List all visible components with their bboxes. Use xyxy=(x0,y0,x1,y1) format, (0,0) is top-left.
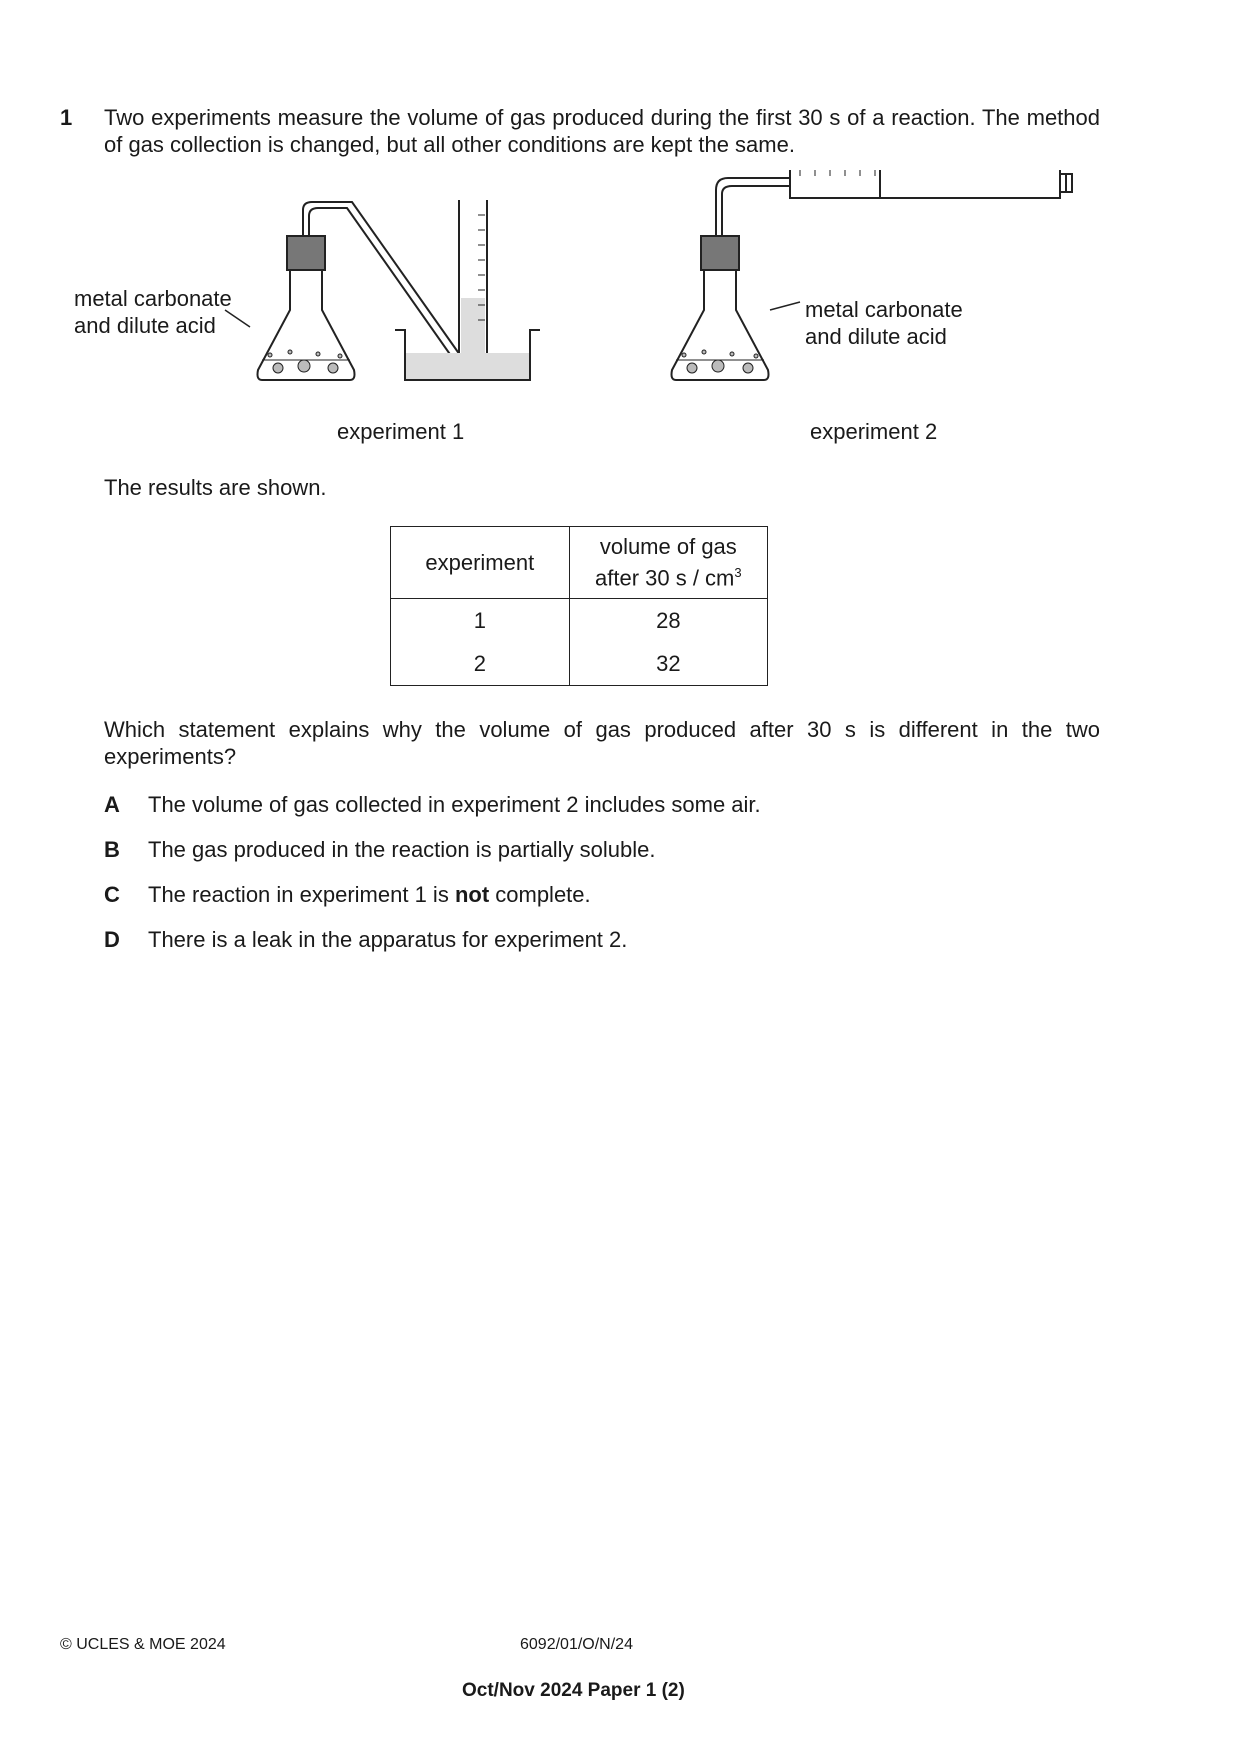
header-volume-line2: after 30 s / cm xyxy=(595,565,735,591)
experiment-2-caption: experiment 2 xyxy=(810,419,938,444)
leader-line-2 xyxy=(770,302,800,310)
exp1-reagent-label-line1: metal carbonate xyxy=(74,286,232,311)
question-prompt: Which statement explains why the volume of gas produced after 30 s is different in the two experiments? xyxy=(104,717,1100,769)
option-a-letter: A xyxy=(104,792,120,817)
stopper-2 xyxy=(701,236,739,270)
table-row xyxy=(391,599,768,686)
header-volume-line1: volume of gas xyxy=(599,533,737,559)
row2-volume: 32 xyxy=(656,651,681,676)
option-c-text xyxy=(148,882,591,908)
option-d-letter: D xyxy=(104,927,120,952)
copyright-text: © UCLES & MOE 2024 xyxy=(60,1636,226,1653)
experiment-1-caption: experiment 1 xyxy=(337,419,465,444)
exp2-reagent-label-line2: and dilute acid xyxy=(805,324,947,349)
delivery-tube-1 xyxy=(303,202,472,359)
option-c-text-before: The reaction in experiment 1 is xyxy=(148,882,455,907)
question-intro: Two experiments measure the volume of gas produced during the first 30 s of a reaction. The method of gas collection is changed, but all other conditions are kept the same. xyxy=(104,105,1100,157)
row1-experiment: 1 xyxy=(473,608,486,633)
option-a-text: The volume of gas collected in experiment 2 includes some air. xyxy=(148,792,761,817)
header-volume-sup: 3 xyxy=(734,564,742,580)
exp1-reagent-label-line2: and dilute acid xyxy=(74,313,216,338)
option-d-text: There is a leak in the apparatus for experiment 2. xyxy=(148,927,628,952)
option-c-letter: C xyxy=(104,882,120,907)
row2-experiment: 2 xyxy=(473,651,486,676)
header-experiment: experiment xyxy=(391,527,570,599)
row1-volume: 28 xyxy=(656,608,681,633)
paper-reference: Oct/Nov 2024 Paper 1 (2) xyxy=(462,1680,685,1701)
option-b-text: The gas produced in the reaction is partially soluble. xyxy=(148,837,656,862)
delivery-tube-2 xyxy=(716,178,790,236)
results-intro: The results are shown. xyxy=(104,475,327,500)
table-header-row xyxy=(391,527,768,599)
question-number: 1 xyxy=(60,105,73,130)
leader-line-1 xyxy=(225,310,250,327)
paper-code: 6092/01/O/N/24 xyxy=(520,1636,633,1653)
stopper-1 xyxy=(287,236,325,270)
experiment-1-apparatus xyxy=(258,200,541,380)
option-c-text-bold: not xyxy=(454,882,490,907)
option-b-letter: B xyxy=(104,837,120,862)
exp2-reagent-label-line1: metal carbonate xyxy=(805,297,963,322)
option-c-text-after: complete. xyxy=(489,882,591,907)
header-volume xyxy=(569,527,767,599)
results-table xyxy=(390,526,768,686)
